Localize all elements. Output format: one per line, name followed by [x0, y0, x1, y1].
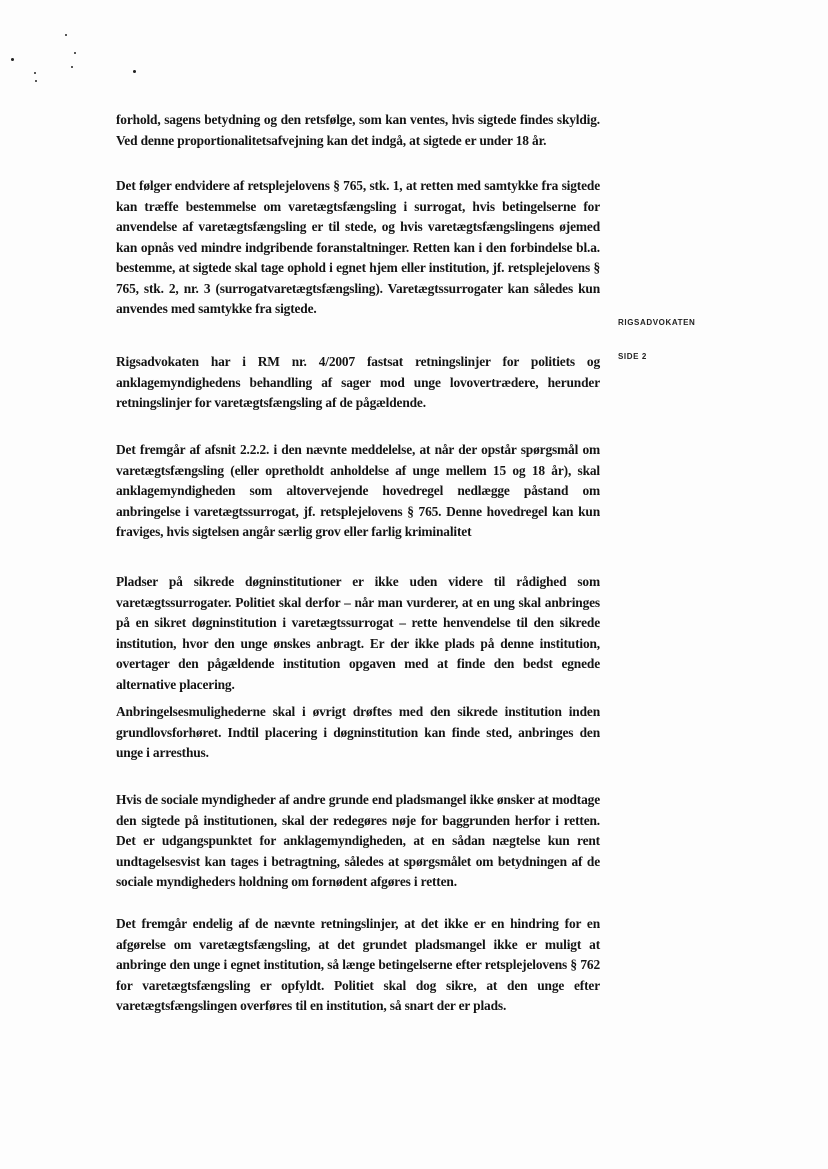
scan-speck	[71, 66, 73, 68]
scan-speck	[65, 34, 67, 36]
paragraph-4-text: Det fremgår af afsnit 2.2.2. i den nævnte meddelelse, at når der opstår spørgsmål om varetægtsfængsling (eller opretholdt anholdelse af unge mellem 15 og 18 år), skal anklagemyndigheden som altovervejende hovedregel nedlægge påstand om anbringelse i varetægtssurrogat, jf. retsplejelovens § 765. Denne hovedregel kan kun fraviges, hvis sigtelsen angår særlig grov eller farlig kriminalitet	[116, 442, 600, 539]
scan-speck	[34, 72, 36, 74]
paragraph-3-text: Rigsadvokaten har i RM nr. 4/2007 fastsat retningslinjer for politiets og anklagemyndighedens behandling af sager mod unge lovovertrædere, herunder retningslinjer for varetægtsfængsling af de pågældende.	[116, 354, 600, 410]
paragraph-1-text: forhold, sagens betydning og den retsfølge, som kan ventes, hvis sigtede findes skyldig. Ved denne proportionalitetsafvejning kan det indgå, at sigtede er under 18 år.	[116, 112, 600, 148]
sidebar-page-number: SIDE 2	[618, 352, 647, 361]
scan-speck	[74, 52, 76, 54]
scan-speck	[35, 80, 37, 82]
paragraph-5-text: Pladser på sikrede døgninstitutioner er ikke uden videre til rådighed som varetægtssurrogater. Politiet skal derfor – når man vurderer, at en ung skal anbringes på en sikret døgninstitution i varetægtssurrogat – rette henvendelse til den sikrede institution, hvor den unge ønskes anbragt. Er der ikke plads på denne institution, overtager den pågældende institution opgaven med at finde den bedst egnede alternative placering.	[116, 574, 600, 692]
paragraph-8-text: Det fremgår endelig af de nævnte retningslinjer, at det ikke er en hindring for en afgørelse om varetægtsfængsling, at det grundet pladsmangel ikke er muligt at anbringe den unge i egnet institution, så længe betingelserne efter retsplejelovens § 762 for varetægtsfængsling er opfyldt. Politiet skal dog sikre, at den unge efter varetægtsfængslingen overføres til en institution, så snart der er plads.	[116, 916, 600, 1013]
paragraph-7-text: Hvis de sociale myndigheder af andre grunde end pladsmangel ikke ønsker at modtage den sigtede på institutionen, skal der redegøres nøje for baggrunden herfor i retten. Det er udgangspunktet for anklagemyndigheden, at en sådan nægtelse kun rent undtagelsesvist kan tages i betragtning, således at spørgsmålet om betydningen af de sociale myndigheders holdning om fornødent afgøres i retten.	[116, 792, 600, 889]
paragraph-3	[116, 352, 600, 414]
paragraph-8	[116, 914, 600, 1017]
paragraph-2-text: Det følger endvidere af retsplejelovens § 765, stk. 1, at retten med samtykke fra sigtede kan træffe bestemmelse om varetægtsfængsling i surrogat, hvis betingelserne for anvendelse af varetægtsfængsling er til stede, og hvis varetægtsfængslingens øjemed kan opnås ved mindre indgribende foranstaltninger. Retten kan i den forbindelse bl.a. bestemme, at sigtede skal tage ophold i egnet hjem eller institution, jf. retsplejelovens § 765, stk. 2, nr. 3 (surrogatvaretægtsfængsling). Varetægtssurrogater kan således kun anvendes med samtykke fra sigtede.	[116, 178, 600, 316]
paragraph-6-text: Anbringelsesmulighederne skal i øvrigt drøftes med den sikrede institution inden grundlovsforhøret. Indtil placering i døgninstitution kan finde sted, anbringes den unge i arresthus.	[116, 704, 600, 760]
paragraph-1	[116, 110, 600, 151]
sidebar-org-label: RIGSADVOKATEN	[618, 318, 696, 327]
paragraph-2	[116, 176, 600, 320]
paragraph-4	[116, 440, 600, 543]
paragraph-6	[116, 702, 600, 764]
scan-speck	[133, 70, 136, 73]
paragraph-5	[116, 572, 600, 695]
paragraph-7	[116, 790, 600, 893]
scan-speck	[11, 58, 14, 61]
